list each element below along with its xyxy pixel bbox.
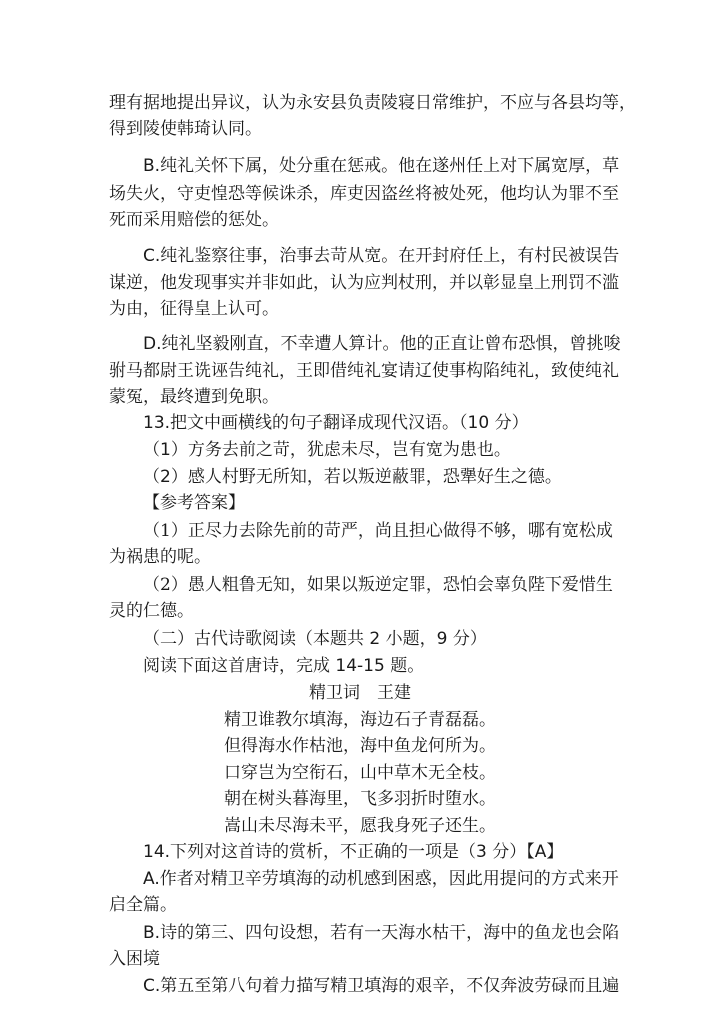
answer-heading: 【参考答案】 [143,493,245,513]
text-line: 启全篇。 [109,895,177,915]
option-d-line: D.纯礼坚毅刚直，不幸遭人算计。他的正直让曾布恐惧，曾挑唆 [143,334,621,354]
question-13-sentence-2: （2）感人村野无所知，若以叛逆蔽罪，恐犟好生之德。 [143,467,562,487]
answer-line: （1）正尽力去除先前的苛严，尚且担心做得不够，哪有宽松成 [143,521,613,541]
text-line: 为由，征得皇上认可。 [109,299,279,319]
poem-line: 口穿岂为空衔石，山中草木无全枝。 [224,763,496,783]
poem-line: 朝在树头暮海里，飞多羽折时堕水。 [224,789,496,809]
instruction-line: 阅读下面这首唐诗，完成 14-15 题。 [143,656,425,676]
section-heading: （二）古代诗歌阅读（本题共 2 小题，9 分） [143,629,487,649]
text-line: 理有据地提出异议，认为永安县负责陵寝日常维护，不应与各县均等， [109,93,636,113]
poem-line: 但得海水作枯池，海中鱼龙何所为。 [224,736,496,756]
option-b-line: B.纯礼关怀下属，处分重在惩戒。他在遂州任上对下属宽厚，草 [143,156,620,176]
text-line: 谋逆，他发现事实并非如此，认为应判杖刑，并以彰显皇上刑罚不滥 [109,273,619,293]
text-line: 蒙冤，最终遭到免职。 [109,387,279,407]
answer-line: （2）愚人粗鲁无知，如果以叛逆定罪，恐怕会辜负陛下爱惜生 [143,575,613,595]
text-line: 得到陵使韩琦认同。 [109,119,262,139]
question-13: 13.把文中画横线的句子翻译成现代汉语。（10 分） [143,413,529,433]
option-c-line: C.纯礼鉴察往事，治事去苛从宽。在开封府任上，有村民被误告 [143,246,620,266]
option-b-line: B.诗的第三、四句设想，若有一天海水枯干，海中的鱼龙也会陷 [143,923,620,943]
text-line: 死而采用赔偿的惩处。 [109,210,279,230]
poem-line: 精卫谁教尔填海，海边石子青磊磊。 [224,710,496,730]
answer-line: 为祸患的呢。 [109,547,211,567]
question-14: 14.下列对这首诗的赏析，不正确的一项是（3 分）【A】 [143,842,564,862]
option-a-line: A.作者对精卫辛劳填海的动机感到困惑，因此用提问的方式来开 [143,869,619,889]
option-c-line: C.第五至第八句着力描写精卫填海的艰辛，不仅奔波劳碌而且遍 [143,976,620,996]
poem-line: 嵩山未尽海未平，愿我身死子还生。 [224,816,496,836]
text-line: 驸马都尉王诜诬告纯礼，王即借纯礼宴请辽使事构陷纯礼，致使纯礼 [109,361,619,381]
text-line: 场失火，守吏惶恐等候诛杀，库吏因盗丝将被处死，他均认为罪不至 [109,184,619,204]
text-line: 入困境 [109,949,160,969]
poem-title: 精卫词 王建 [309,683,411,703]
answer-line: 灵的仁德。 [109,601,194,621]
question-13-sentence-1: （1）方务去前之苛，犹虑未尽，岂有宽为患也。 [143,440,511,460]
